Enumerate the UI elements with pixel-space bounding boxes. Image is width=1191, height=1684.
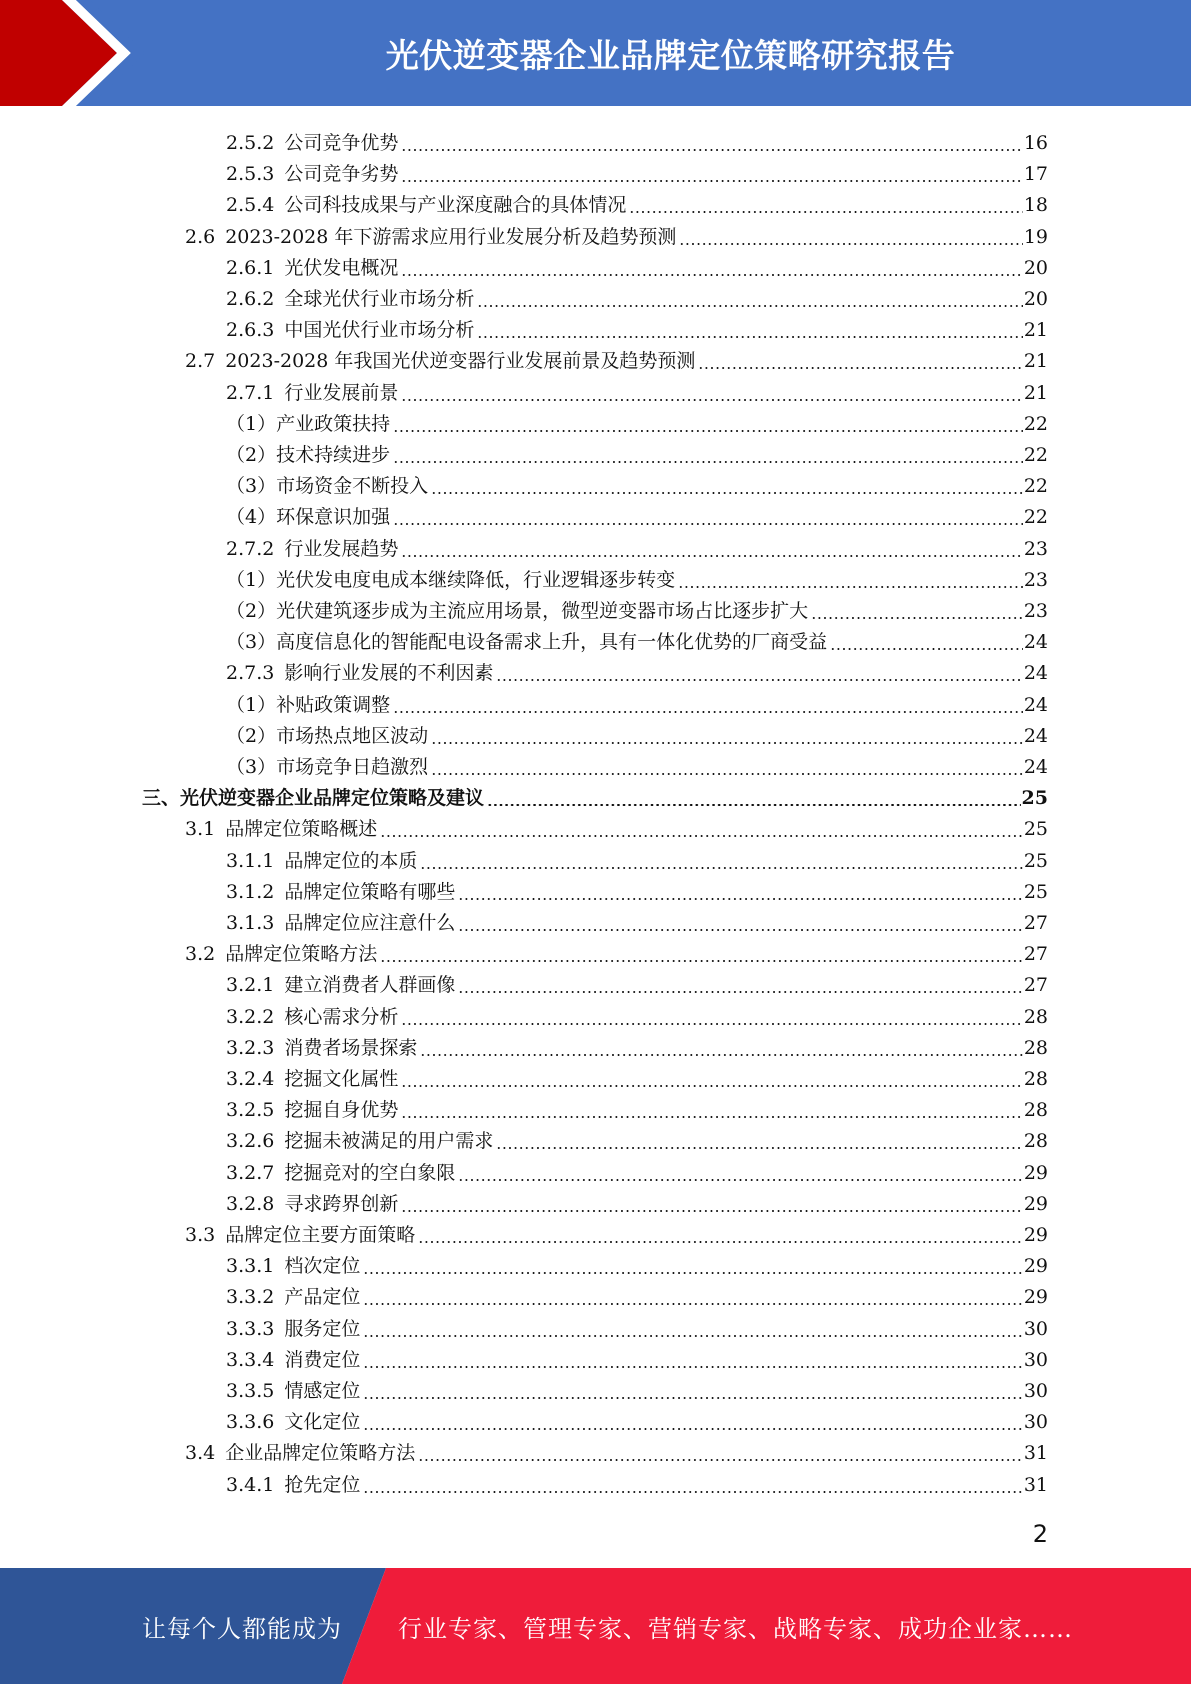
- toc-entry[interactable]: [226, 1095, 1048, 1126]
- toc-entry[interactable]: [226, 1407, 1048, 1438]
- toc-entry-page: 29: [1023, 1161, 1048, 1184]
- toc-entry-page: 30: [1023, 1380, 1048, 1402]
- header-bottom-rule: [0, 106, 1191, 111]
- toc-entry-page: 28: [1023, 1068, 1048, 1090]
- toc-entry[interactable]: [226, 1376, 1048, 1407]
- toc-entry[interactable]: [226, 409, 1048, 440]
- toc-entry[interactable]: [226, 752, 1048, 783]
- toc-entry-title: 影响行业发展的不利因素: [284, 662, 494, 685]
- toc-entry-page: 29: [1023, 1286, 1048, 1309]
- toc-entry-page: 29: [1023, 1224, 1048, 1246]
- toc-entry-number: 3.3.4: [226, 1348, 275, 1371]
- toc-dot-leader: [458, 991, 1022, 993]
- toc-entry-page: 23: [1023, 600, 1048, 622]
- toc-entry[interactable]: [185, 1438, 1048, 1469]
- toc-entry[interactable]: [226, 877, 1048, 908]
- toc-dot-leader: [401, 1116, 1022, 1118]
- toc-entry[interactable]: [226, 1064, 1048, 1095]
- toc-entry-page: 24: [1023, 724, 1048, 747]
- toc-entry-title: 消费者场景探索: [284, 1036, 418, 1059]
- toc-entry[interactable]: [226, 128, 1048, 159]
- toc-entry-title: 寻求跨界创新: [284, 1192, 399, 1215]
- toc-dot-leader: [363, 1428, 1022, 1430]
- toc-dot-leader: [401, 399, 1022, 401]
- toc-dot-leader: [629, 211, 1022, 213]
- toc-entry[interactable]: [226, 627, 1048, 658]
- toc-entry[interactable]: [226, 721, 1048, 752]
- toc-entry-page: 27: [1023, 943, 1048, 966]
- toc-entry-page: 30: [1023, 1411, 1048, 1434]
- toc-entry[interactable]: [226, 970, 1048, 1001]
- toc-entry-title: 服务定位: [284, 1317, 361, 1340]
- toc-entry-number: 3.2.1: [226, 974, 275, 997]
- toc-entry-page: 30: [1023, 1317, 1048, 1340]
- toc-entry-page: 28: [1023, 1005, 1048, 1028]
- toc-entry-page: 22: [1023, 475, 1048, 498]
- toc-dot-leader: [811, 617, 1023, 619]
- toc-entry-number: 3.2.4: [226, 1068, 275, 1090]
- toc-entry[interactable]: [185, 346, 1048, 377]
- document-title: 光伏逆变器企业品牌定位策略研究报告: [385, 35, 956, 75]
- toc-entry-title: （1）光伏发电度电成本继续降低，行业逻辑逐步转变: [226, 568, 676, 591]
- toc-entry-title: 品牌定位应注意什么: [284, 912, 456, 934]
- toc-entry[interactable]: [226, 1470, 1048, 1501]
- toc-entry-page: 24: [1023, 631, 1048, 654]
- toc-entry-title: 2023-2028 年下游需求应用行业发展分析及趋势预测: [225, 225, 677, 248]
- toc-dot-leader: [380, 960, 1023, 962]
- toc-entry-title: 行业发展前景: [284, 381, 399, 404]
- toc-dot-leader: [363, 1303, 1022, 1305]
- toc-entry-number: 3.3: [185, 1224, 216, 1246]
- toc-dot-leader: [698, 367, 1022, 369]
- toc-entry-number: 2.6: [185, 225, 216, 248]
- toc-entry-title: 挖掘竞对的空白象限: [284, 1161, 456, 1184]
- toc-entry-page: 31: [1023, 1473, 1048, 1496]
- toc-entry[interactable]: [226, 190, 1048, 221]
- toc-dot-leader: [401, 1210, 1022, 1212]
- toc-entry-title: （2）光伏建筑逐步成为主流应用场景，微型逆变器市场占比逐步扩大: [226, 600, 809, 622]
- toc-dot-leader: [487, 804, 1021, 806]
- toc-entry-number: 3.2: [185, 943, 216, 966]
- toc-dot-leader: [431, 773, 1023, 775]
- toc-dot-leader: [418, 1241, 1023, 1243]
- toc-entry-title: 行业发展趋势: [284, 537, 399, 560]
- toc-entry-title: （3）高度信息化的智能配电设备需求上升，具有一体化优势的厂商受益: [226, 631, 828, 654]
- toc-dot-leader: [401, 1023, 1022, 1025]
- toc-entry[interactable]: [226, 1345, 1048, 1376]
- toc-entry-title: 公司科技成果与产业深度融合的具体情况: [284, 194, 627, 217]
- page-number: 2: [1032, 1520, 1048, 1548]
- toc-entry[interactable]: [185, 814, 1048, 845]
- toc-entry[interactable]: [142, 783, 1048, 814]
- toc-dot-leader: [458, 898, 1022, 900]
- toc-entry-number: 3.3.3: [226, 1317, 275, 1340]
- toc-entry-page: 17: [1023, 163, 1048, 186]
- toc-dot-leader: [458, 929, 1022, 931]
- toc-entry-page: 25: [1023, 818, 1048, 841]
- toc-entry-title: 公司竞争优势: [284, 132, 399, 154]
- toc-entry-page: 24: [1023, 662, 1048, 685]
- toc-dot-leader: [496, 1147, 1022, 1149]
- toc-entry-page: 25: [1021, 787, 1048, 810]
- page-header: [0, 0, 1191, 111]
- toc-entry-number: 2.7.1: [226, 381, 275, 404]
- toc-dot-leader: [401, 1085, 1022, 1087]
- toc-entry-number: 3.2.6: [226, 1130, 275, 1153]
- toc-entry-page: 22: [1023, 412, 1048, 435]
- toc-entry-number: 3.3.5: [226, 1380, 275, 1402]
- toc-entry-number: 3.1.2: [226, 880, 275, 903]
- toc-entry-page: 23: [1023, 537, 1048, 560]
- toc-entry-number: 3.1.1: [226, 849, 275, 872]
- toc-dot-leader: [477, 336, 1022, 338]
- toc-entry-page: 18: [1023, 194, 1048, 217]
- toc-entry-number: 3.3.6: [226, 1411, 275, 1434]
- toc-dot-leader: [477, 305, 1022, 307]
- toc-entry[interactable]: [226, 1282, 1048, 1313]
- toc-entry[interactable]: [185, 222, 1048, 253]
- toc-entry[interactable]: [226, 658, 1048, 689]
- toc-dot-leader: [363, 1491, 1022, 1493]
- toc-entry-page: 21: [1023, 319, 1048, 342]
- toc-entry-title: （2）市场热点地区波动: [226, 724, 429, 747]
- toc-entry-title: 文化定位: [284, 1411, 361, 1434]
- toc-entry-title: 2023-2028 年我国光伏逆变器行业发展前景及趋势预测: [225, 350, 696, 373]
- toc-entry-page: 27: [1023, 912, 1048, 934]
- toc-entry[interactable]: [226, 1002, 1048, 1033]
- toc-entry-title: 企业品牌定位策略方法: [225, 1442, 416, 1465]
- toc-entry[interactable]: [226, 159, 1048, 190]
- toc-entry-title: 三、光伏逆变器企业品牌定位策略及建议: [142, 787, 485, 810]
- toc-dot-leader: [380, 835, 1023, 837]
- toc-entry-number: 3.1.3: [226, 912, 275, 934]
- toc-entry-number: 2.6.1: [226, 256, 275, 279]
- toc-dot-leader: [420, 1054, 1022, 1056]
- footer-slogan-left: 让每个人都能成为: [142, 1614, 342, 1643]
- toc-entry[interactable]: [226, 1158, 1048, 1189]
- toc-entry-number: 3.1: [185, 818, 216, 841]
- toc-entry-number: 3.2.3: [226, 1036, 275, 1059]
- toc-entry[interactable]: [226, 471, 1048, 502]
- toc-dot-leader: [393, 711, 1023, 713]
- toc-entry-number: 2.7: [185, 350, 216, 373]
- toc-entry-number: 2.6.3: [226, 319, 275, 342]
- toc-dot-leader: [363, 1397, 1022, 1399]
- footer-slogan-right: 行业专家、管理专家、营销专家、战略专家、成功企业家……: [398, 1614, 1073, 1643]
- toc-entry-number: 3.3.2: [226, 1286, 275, 1309]
- toc-entry[interactable]: [226, 284, 1048, 315]
- toc-entry[interactable]: [226, 1189, 1048, 1220]
- toc-entry-page: 22: [1023, 506, 1048, 529]
- toc-entry-number: 2.7.2: [226, 537, 275, 560]
- toc-entry-title: 产品定位: [284, 1286, 361, 1309]
- toc-entry-title: 品牌定位策略有哪些: [284, 880, 456, 903]
- toc-entry-page: 28: [1023, 1130, 1048, 1153]
- toc-entry-title: 光伏发电概况: [284, 256, 399, 279]
- toc-entry-title: 品牌定位的本质: [284, 849, 418, 872]
- toc-entry[interactable]: [226, 596, 1048, 627]
- toc-entry-title: 挖掘文化属性: [284, 1068, 399, 1090]
- toc-entry[interactable]: [226, 315, 1048, 346]
- toc-entry-title: （2）技术持续进步: [226, 444, 391, 466]
- toc-dot-leader: [420, 867, 1022, 869]
- toc-entry-number: 3.4: [185, 1442, 216, 1465]
- toc-entry-number: 3.2.7: [226, 1161, 275, 1184]
- toc-entry-page: 28: [1023, 1099, 1048, 1122]
- page-footer: [0, 1568, 1191, 1684]
- toc-entry-number: 2.5.2: [226, 132, 275, 154]
- toc-entry-title: 全球光伏行业市场分析: [284, 288, 475, 310]
- toc-dot-leader: [393, 461, 1023, 463]
- toc-entry[interactable]: [226, 846, 1048, 877]
- toc-entry-title: 抢先定位: [284, 1473, 361, 1496]
- toc-dot-leader: [401, 180, 1022, 182]
- toc-entry-title: （4）环保意识加强: [226, 506, 391, 529]
- toc-entry-title: 品牌定位策略方法: [225, 943, 378, 966]
- toc-entry-page: 20: [1023, 256, 1048, 279]
- toc-entry[interactable]: [226, 1033, 1048, 1064]
- toc-dot-leader: [363, 1335, 1022, 1337]
- toc-entry-page: 25: [1023, 880, 1048, 903]
- toc-dot-leader: [496, 679, 1022, 681]
- toc-entry-page: 28: [1023, 1036, 1048, 1059]
- toc-dot-leader: [401, 274, 1022, 276]
- toc-entry-number: 2.6.2: [226, 288, 275, 310]
- toc-entry[interactable]: [226, 1126, 1048, 1157]
- toc-dot-leader: [363, 1366, 1022, 1368]
- toc-entry-title: 公司竞争劣势: [284, 163, 399, 186]
- toc-dot-leader: [401, 555, 1022, 557]
- toc-entry-page: 22: [1023, 444, 1048, 466]
- toc-entry-number: 3.2.5: [226, 1099, 275, 1122]
- toc-entry[interactable]: [185, 939, 1048, 970]
- toc-entry-number: 2.5.3: [226, 163, 275, 186]
- toc-dot-leader: [431, 492, 1023, 494]
- toc-entry-title: 品牌定位主要方面策略: [225, 1224, 416, 1246]
- toc-entry-page: 29: [1023, 1192, 1048, 1215]
- toc-entry[interactable]: [226, 502, 1048, 533]
- toc-dot-leader: [401, 149, 1022, 151]
- toc-entry-title: 挖掘自身优势: [284, 1099, 399, 1122]
- toc-entry-title: （3）市场竞争日趋激烈: [226, 756, 429, 778]
- toc-dot-leader: [679, 243, 1022, 245]
- toc-entry-page: 24: [1023, 693, 1048, 716]
- toc-entry-title: 品牌定位策略概述: [225, 818, 378, 841]
- toc-entry-page: 29: [1023, 1255, 1048, 1278]
- toc-entry-page: 20: [1023, 288, 1048, 310]
- toc-entry-page: 23: [1023, 568, 1048, 591]
- toc-entry-number: 3.4.1: [226, 1473, 275, 1496]
- toc-entry-title: 核心需求分析: [284, 1005, 399, 1028]
- toc-dot-leader: [393, 430, 1023, 432]
- toc-entry-page: 25: [1023, 849, 1048, 872]
- toc-dot-leader: [393, 523, 1023, 525]
- toc-dot-leader: [830, 648, 1023, 650]
- toc-entry[interactable]: [226, 908, 1048, 939]
- toc-entry[interactable]: [185, 1220, 1048, 1251]
- toc-entry-number: 2.5.4: [226, 194, 275, 217]
- toc-entry-number: 3.2.2: [226, 1005, 275, 1028]
- toc-entry-title: （1）产业政策扶持: [226, 412, 391, 435]
- toc-entry-title: （1）补贴政策调整: [226, 693, 391, 716]
- toc-entry[interactable]: [226, 253, 1048, 284]
- toc-entry-page: 24: [1023, 756, 1048, 778]
- toc-entry[interactable]: [226, 1314, 1048, 1345]
- toc-entry[interactable]: [226, 1251, 1048, 1282]
- toc-entry-title: 中国光伏行业市场分析: [284, 319, 475, 342]
- toc-dot-leader: [418, 1459, 1023, 1461]
- toc-dot-leader: [458, 1179, 1022, 1181]
- toc-entry-page: 30: [1023, 1348, 1048, 1371]
- toc-entry-page: 21: [1023, 350, 1048, 373]
- toc-entry-number: 3.3.1: [226, 1255, 275, 1278]
- toc-entry-title: 建立消费者人群画像: [284, 974, 456, 997]
- toc-entry-title: 消费定位: [284, 1348, 361, 1371]
- toc-entry[interactable]: [226, 565, 1048, 596]
- toc-entry-page: 21: [1023, 381, 1048, 404]
- toc-entry-page: 31: [1023, 1442, 1048, 1465]
- toc-dot-leader: [431, 742, 1023, 744]
- toc-dot-leader: [363, 1272, 1022, 1274]
- toc-entry-title: 情感定位: [284, 1380, 361, 1402]
- toc-entry-title: （3）市场资金不断投入: [226, 475, 429, 498]
- toc-entry-title: 档次定位: [284, 1255, 361, 1278]
- toc-entry-page: 27: [1023, 974, 1048, 997]
- toc-entry-page: 19: [1023, 225, 1048, 248]
- toc-entry[interactable]: [226, 690, 1048, 721]
- toc-entry-number: 2.7.3: [226, 662, 275, 685]
- toc-entry[interactable]: [226, 440, 1048, 471]
- toc-entry[interactable]: [226, 378, 1048, 409]
- toc-dot-leader: [678, 586, 1023, 588]
- toc-entry-page: 16: [1023, 132, 1048, 154]
- toc-entry-number: 3.2.8: [226, 1192, 275, 1215]
- toc-entry[interactable]: [226, 534, 1048, 565]
- toc-entry-title: 挖掘未被满足的用户需求: [284, 1130, 494, 1153]
